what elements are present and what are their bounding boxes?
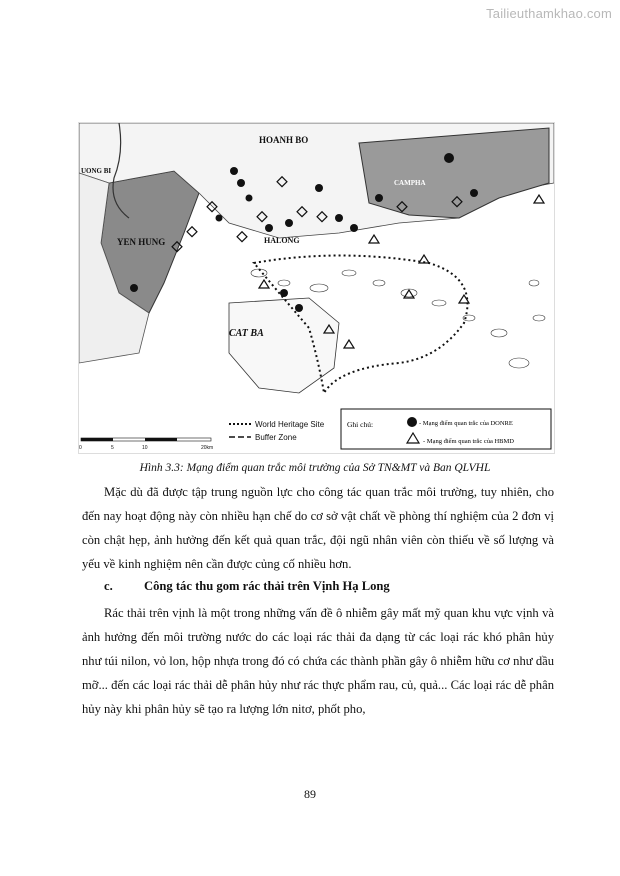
svg-text:20km: 20km <box>201 445 214 451</box>
watermark: Tailieuthamkhao.com <box>486 6 612 21</box>
page-number: 89 <box>304 787 316 801</box>
label-campha: CAMPHA <box>394 179 426 187</box>
svg-text:5: 5 <box>111 445 114 451</box>
legend-donre: - Mạng điểm quan trắc của DONRE <box>419 420 513 427</box>
paragraph-1: Mặc dù đã được tập trung nguồn lực cho công tác quan trắc môi trường, tuy nhiên, cho đến nay hoạt động này còn nhiều hạn chế do cơ sở vật chất về phòng thí nghiệm của 2 đơn vị còn chật hẹp, ảnh hưởng đến kết quả quan trắc, đội ngũ nhân viên còn thiếu về số lượng và yếu về kinh nghiệm nên cần được củng cố nhiều hơn. <box>82 485 554 571</box>
figure-caption: Hình 3.3: Mạng điểm quan trắc môi trường của Sở TN&MT và Ban QLVHL <box>139 462 491 474</box>
section-title: Công tác thu gom rác thải trên Vịnh Hạ Long <box>144 579 390 593</box>
section-number: c. <box>104 579 113 593</box>
paragraph-2: Rác thải trên vịnh là một trong những vấn đề ô nhiễm gây mất mỹ quan khu vực vịnh và ảnh hưởng đến môi trường nước do các loại rác thải đa dạng từ các loại rác khó phân hủy như túi nilon, vỏ lon, hộp nhựa trong đó có chứa các thành phần gây ô nhiễm hữu cơ như dầu mỡ... đến các loại rác thải dễ phân hủy như rác thực phẩm rau, củ, quả... Các loại rác dễ phân hủy này khi phân hủy sẽ tạo ra lượng lớn nitơ, phốt pho, <box>82 606 554 716</box>
catba-island <box>229 298 339 393</box>
label-uong-bi: UONG BI <box>81 167 112 175</box>
legend-buffer-zone: Buffer Zone <box>255 433 297 442</box>
label-yen-hung: YEN HUNG <box>117 237 166 247</box>
scale-bar <box>79 438 213 451</box>
label-cat-ba: CAT BA <box>229 328 264 339</box>
section-heading <box>104 579 390 594</box>
label-hoanh-bo: HOANH BO <box>259 135 309 145</box>
legend-ghi-chu: Ghi chú: <box>347 420 374 429</box>
svg-text:10: 10 <box>142 445 148 451</box>
legend-hbmd: - Mạng điểm quan trắc của HBMD <box>423 438 514 445</box>
label-halong: HALONG <box>264 236 300 245</box>
monitoring-network-map <box>78 122 555 454</box>
svg-text:0: 0 <box>79 445 82 451</box>
legend-world-heritage: World Heritage Site <box>255 420 325 429</box>
legend-box <box>341 409 551 449</box>
